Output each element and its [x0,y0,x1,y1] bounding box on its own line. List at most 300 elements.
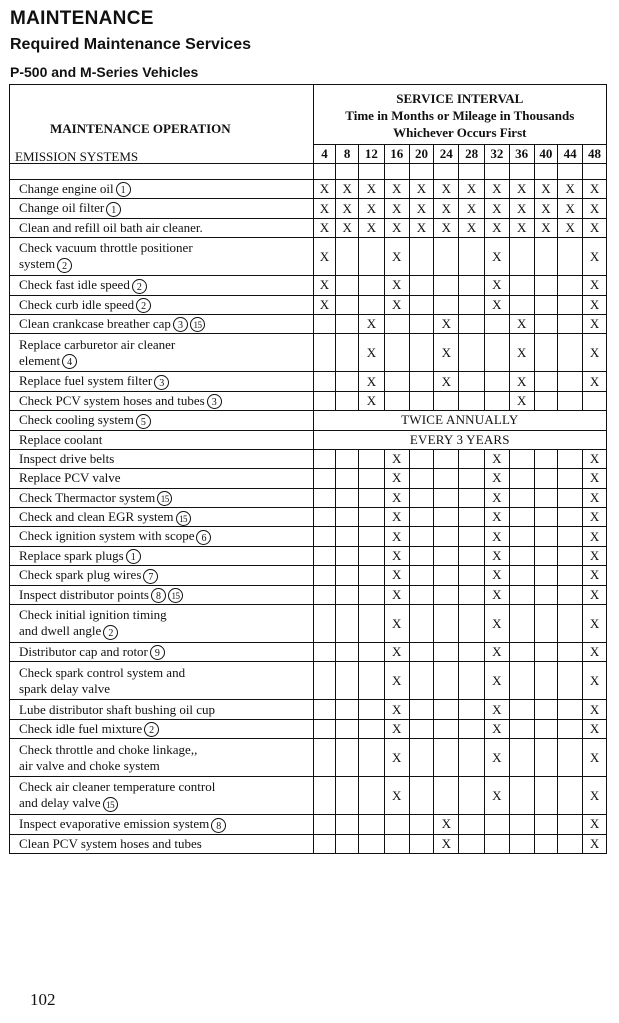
operation-text: Check cooling system [19,412,134,428]
spacer-cell [558,164,583,180]
empty-cell [509,662,534,700]
empty-cell [359,662,385,700]
spacer-cell [336,164,359,180]
empty-cell [336,238,359,276]
service-mark: X [583,777,607,815]
empty-cell [409,700,434,719]
empty-cell [509,566,534,585]
operation-text: Check spark control system and [19,664,186,680]
operation-text: spark delay valve [19,680,110,696]
empty-cell [336,815,359,834]
service-mark: X [484,585,509,604]
footnote-marker: 4 [62,354,77,369]
empty-cell [459,700,485,719]
service-mark: X [484,527,509,546]
service-mark: X [583,834,607,853]
operation-label [10,527,314,546]
operation-label-line [19,742,313,758]
operation-label [10,180,314,199]
empty-cell [336,643,359,662]
operation-label-line [19,412,313,429]
footnote-marker: 5 [136,414,151,429]
empty-cell [558,527,583,546]
empty-cell [313,815,336,834]
spacer-cell [583,164,607,180]
empty-cell [459,238,485,276]
month-header: 32 [484,145,509,164]
service-mark: X [409,218,434,237]
month-header: 20 [409,145,434,164]
table-row [10,238,607,276]
service-mark: X [583,372,607,391]
operation-label-line [19,607,313,623]
empty-cell [509,469,534,488]
service-mark: X [484,719,509,738]
service-mark: X [434,834,459,853]
empty-cell [313,719,336,738]
service-mark: X [583,449,607,468]
empty-cell [409,834,434,853]
service-mark: X [583,815,607,834]
interval-note: TWICE ANNUALLY [313,411,606,430]
page-subtitle: P-500 and M-Series Vehicles [10,64,199,80]
empty-cell [534,777,558,815]
empty-cell [534,391,558,410]
table-row [10,180,607,199]
service-mark: X [459,218,485,237]
operation-text: Check ignition system with scope [19,528,195,544]
empty-cell [434,238,459,276]
empty-cell [336,334,359,372]
service-mark: X [484,295,509,314]
empty-cell [558,314,583,333]
operation-text: Check initial ignition timing [19,607,167,623]
empty-cell [434,662,459,700]
month-header: 12 [359,145,385,164]
empty-cell [459,546,485,565]
empty-cell [336,449,359,468]
empty-cell [384,815,409,834]
table-row [10,527,607,546]
service-mark: X [509,334,534,372]
operation-text: Check air cleaner temperature control [19,779,216,795]
empty-cell [359,238,385,276]
empty-cell [359,777,385,815]
service-mark: X [359,334,385,372]
empty-cell [558,276,583,295]
empty-cell [534,488,558,507]
empty-cell [534,643,558,662]
service-mark: X [583,488,607,507]
service-mark: X [583,643,607,662]
empty-cell [459,585,485,604]
empty-cell [359,834,385,853]
empty-cell [409,815,434,834]
month-header: 16 [384,145,409,164]
service-mark: X [484,605,509,643]
table-row [10,314,607,333]
empty-cell [509,777,534,815]
empty-cell [534,834,558,853]
empty-cell [359,295,385,314]
empty-cell [434,469,459,488]
table-row [10,585,607,604]
empty-cell [534,700,558,719]
empty-cell [484,815,509,834]
empty-cell [558,719,583,738]
operation-label-line [19,644,313,661]
service-mark: X [484,739,509,777]
empty-cell [313,527,336,546]
empty-cell [509,834,534,853]
empty-cell [459,372,485,391]
table-row [10,469,607,488]
operation-label-line [19,316,313,333]
spacer-cell [509,164,534,180]
empty-cell [558,546,583,565]
operation-label [10,834,314,853]
operation-text: Change oil filter [19,200,105,216]
service-mark: X [583,662,607,700]
empty-cell [459,449,485,468]
service-mark: X [384,488,409,507]
empty-cell [336,777,359,815]
empty-cell [434,546,459,565]
empty-cell [459,508,485,527]
empty-cell [313,662,336,700]
operation-text: Check curb idle speed [19,296,135,312]
empty-cell [434,739,459,777]
empty-cell [459,566,485,585]
service-mark: X [484,469,509,488]
spacer-cell [534,164,558,180]
empty-cell [409,314,434,333]
service-mark: X [359,218,385,237]
empty-cell [359,585,385,604]
operation-text: Replace coolant [19,431,103,447]
empty-cell [534,585,558,604]
service-mark: X [583,719,607,738]
operation-label-line [19,297,313,314]
table-row [10,391,607,410]
operation-label [10,739,314,777]
empty-cell [313,469,336,488]
empty-cell [336,546,359,565]
footnote-marker: 6 [196,530,211,545]
empty-cell [534,566,558,585]
operation-text: Replace spark plugs [19,547,124,563]
service-mark: X [583,238,607,276]
operation-label [10,276,314,295]
service-mark: X [484,566,509,585]
maintenance-table [9,84,607,854]
service-mark: X [384,199,409,218]
empty-cell [336,469,359,488]
operation-label-line [19,758,313,774]
service-mark: X [583,218,607,237]
empty-cell [534,719,558,738]
empty-cell [359,276,385,295]
service-mark: X [384,566,409,585]
empty-cell [384,391,409,410]
footnote-marker: 15 [190,317,205,332]
service-mark: X [583,334,607,372]
empty-cell [459,314,485,333]
footnote-marker: 3 [207,394,222,409]
footnote-marker: 7 [143,569,158,584]
operation-label-line [19,816,313,833]
empty-cell [434,488,459,507]
service-mark: X [484,488,509,507]
footnote-marker: 1 [116,182,131,197]
service-mark: X [509,180,534,199]
empty-cell [509,700,534,719]
operation-text: Replace fuel system filter [19,373,153,389]
service-mark: X [384,585,409,604]
empty-cell [313,834,336,853]
empty-cell [409,488,434,507]
operation-text: Distributor cap and rotor [19,643,148,659]
table-row [10,834,607,853]
table-row [10,218,607,237]
operation-text: Change engine oil [19,180,114,196]
empty-cell [558,488,583,507]
empty-cell [359,449,385,468]
operation-label-line [19,277,313,294]
empty-cell [434,700,459,719]
empty-cell [336,605,359,643]
page-number: 102 [30,990,56,1009]
empty-cell [313,777,336,815]
operation-label-line [19,795,313,812]
operation-label [10,469,314,488]
spacer-cell [409,164,434,180]
footnote-marker: 3 [154,375,169,390]
empty-cell [459,488,485,507]
operation-label-line [19,665,313,681]
operation-text: Check fast idle speed [19,277,130,293]
operation-label-line [19,373,313,390]
empty-cell [434,777,459,815]
empty-cell [558,449,583,468]
service-mark: X [558,199,583,218]
empty-cell [459,662,485,700]
page-title: Required Maintenance Services [10,36,251,53]
operation-text: Clean and refill oil bath air cleaner. [19,219,203,235]
service-interval-header [313,85,606,145]
service-mark: X [484,662,509,700]
empty-cell [336,719,359,738]
empty-cell [434,508,459,527]
operation-header-cell [10,85,314,164]
operation-label [10,815,314,834]
empty-cell [359,815,385,834]
service-mark: X [313,199,336,218]
empty-cell [409,295,434,314]
service-mark: X [313,180,336,199]
empty-cell [313,566,336,585]
operation-text: Inspect evaporative emission system [19,816,210,832]
service-mark: X [583,295,607,314]
empty-cell [534,372,558,391]
empty-cell [359,527,385,546]
empty-cell [409,334,434,372]
table-row [10,372,607,391]
service-mark: X [384,700,409,719]
empty-cell [459,334,485,372]
empty-cell [509,295,534,314]
operation-text: Lube distributor shaft bushing oil cup [19,701,216,717]
empty-cell [484,334,509,372]
operation-label-line [19,836,313,852]
empty-cell [509,739,534,777]
empty-cell [484,372,509,391]
operation-text: Check throttle and choke linkage,, [19,741,198,757]
operation-text: Inspect drive belts [19,451,115,467]
operation-text: Inspect distributor points [19,586,149,602]
operation-label-line [19,702,313,718]
month-header: 28 [459,145,485,164]
empty-cell [509,643,534,662]
empty-cell [509,508,534,527]
empty-cell [359,605,385,643]
footnote-marker: 2 [136,298,151,313]
table-row [10,566,607,585]
operation-label [10,238,314,276]
empty-cell [434,643,459,662]
service-mark: X [434,218,459,237]
service-mark: X [459,180,485,199]
operation-label-line [19,200,313,217]
empty-cell [558,334,583,372]
service-mark: X [384,739,409,777]
empty-cell [409,508,434,527]
service-mark: X [509,314,534,333]
service-mark: X [384,719,409,738]
operation-text: and dwell angle [19,623,102,639]
footnote-marker: 15 [168,588,183,603]
empty-cell [558,372,583,391]
empty-cell [459,777,485,815]
empty-cell [409,585,434,604]
empty-cell [384,314,409,333]
empty-cell [558,815,583,834]
operation-label [10,777,314,815]
empty-cell [313,643,336,662]
footnote-marker: 2 [57,258,72,273]
empty-cell [509,238,534,276]
service-mark: X [359,391,385,410]
operation-label [10,643,314,662]
operation-text: Replace carburetor air cleaner [19,336,176,352]
empty-cell [484,314,509,333]
empty-cell [313,508,336,527]
service-mark: X [409,199,434,218]
footnote-marker: 9 [150,645,165,660]
category-label: EMISSION SYSTEMS [15,149,139,164]
service-mark: X [484,700,509,719]
empty-cell [409,662,434,700]
table-row [10,777,607,815]
empty-cell [459,834,485,853]
service-mark: X [534,180,558,199]
table-row [10,719,607,738]
table-row [10,295,607,314]
operation-label [10,585,314,604]
empty-cell [509,276,534,295]
table-row [10,276,607,295]
empty-cell [409,719,434,738]
service-mark: X [558,180,583,199]
empty-cell [336,739,359,777]
operation-label-line [19,432,313,448]
service-mark: X [384,643,409,662]
operation-label-line [19,220,313,236]
operation-text: Check spark plug wires [19,567,142,583]
service-mark: X [434,334,459,372]
operation-label [10,605,314,643]
interval-line-3: Whichever Occurs First [393,125,527,140]
empty-cell [336,391,359,410]
service-mark: X [384,777,409,815]
service-mark: X [583,585,607,604]
empty-cell [434,566,459,585]
operation-label [10,199,314,218]
empty-cell [409,605,434,643]
service-mark: X [534,199,558,218]
service-mark: X [359,180,385,199]
service-mark: X [583,314,607,333]
empty-cell [359,508,385,527]
empty-cell [359,643,385,662]
empty-cell [534,546,558,565]
table-row [10,815,607,834]
operation-label [10,411,314,430]
empty-cell [509,488,534,507]
empty-cell [558,700,583,719]
service-mark: X [509,372,534,391]
footnote-marker: 8 [211,818,226,833]
service-mark: X [509,391,534,410]
empty-cell [336,662,359,700]
operation-label-line [19,681,313,697]
empty-cell [434,527,459,546]
operation-label [10,700,314,719]
operation-label-line [19,509,313,526]
month-header: 48 [583,145,607,164]
operation-label [10,295,314,314]
empty-cell [534,815,558,834]
table-row [10,643,607,662]
empty-cell [534,469,558,488]
operation-label [10,719,314,738]
service-mark: X [484,508,509,527]
operation-label-line [19,181,313,198]
table-row [10,488,607,507]
operation-text: Check and clean EGR system [19,509,174,525]
service-mark: X [484,643,509,662]
service-mark: X [359,199,385,218]
empty-cell [558,777,583,815]
month-header: 8 [336,145,359,164]
operation-text: Replace PCV valve [19,470,121,486]
section-title: MAINTENANCE [10,8,154,29]
service-mark: X [384,605,409,643]
empty-cell [409,777,434,815]
operation-label-line [19,548,313,565]
empty-cell [359,488,385,507]
service-mark: X [384,295,409,314]
